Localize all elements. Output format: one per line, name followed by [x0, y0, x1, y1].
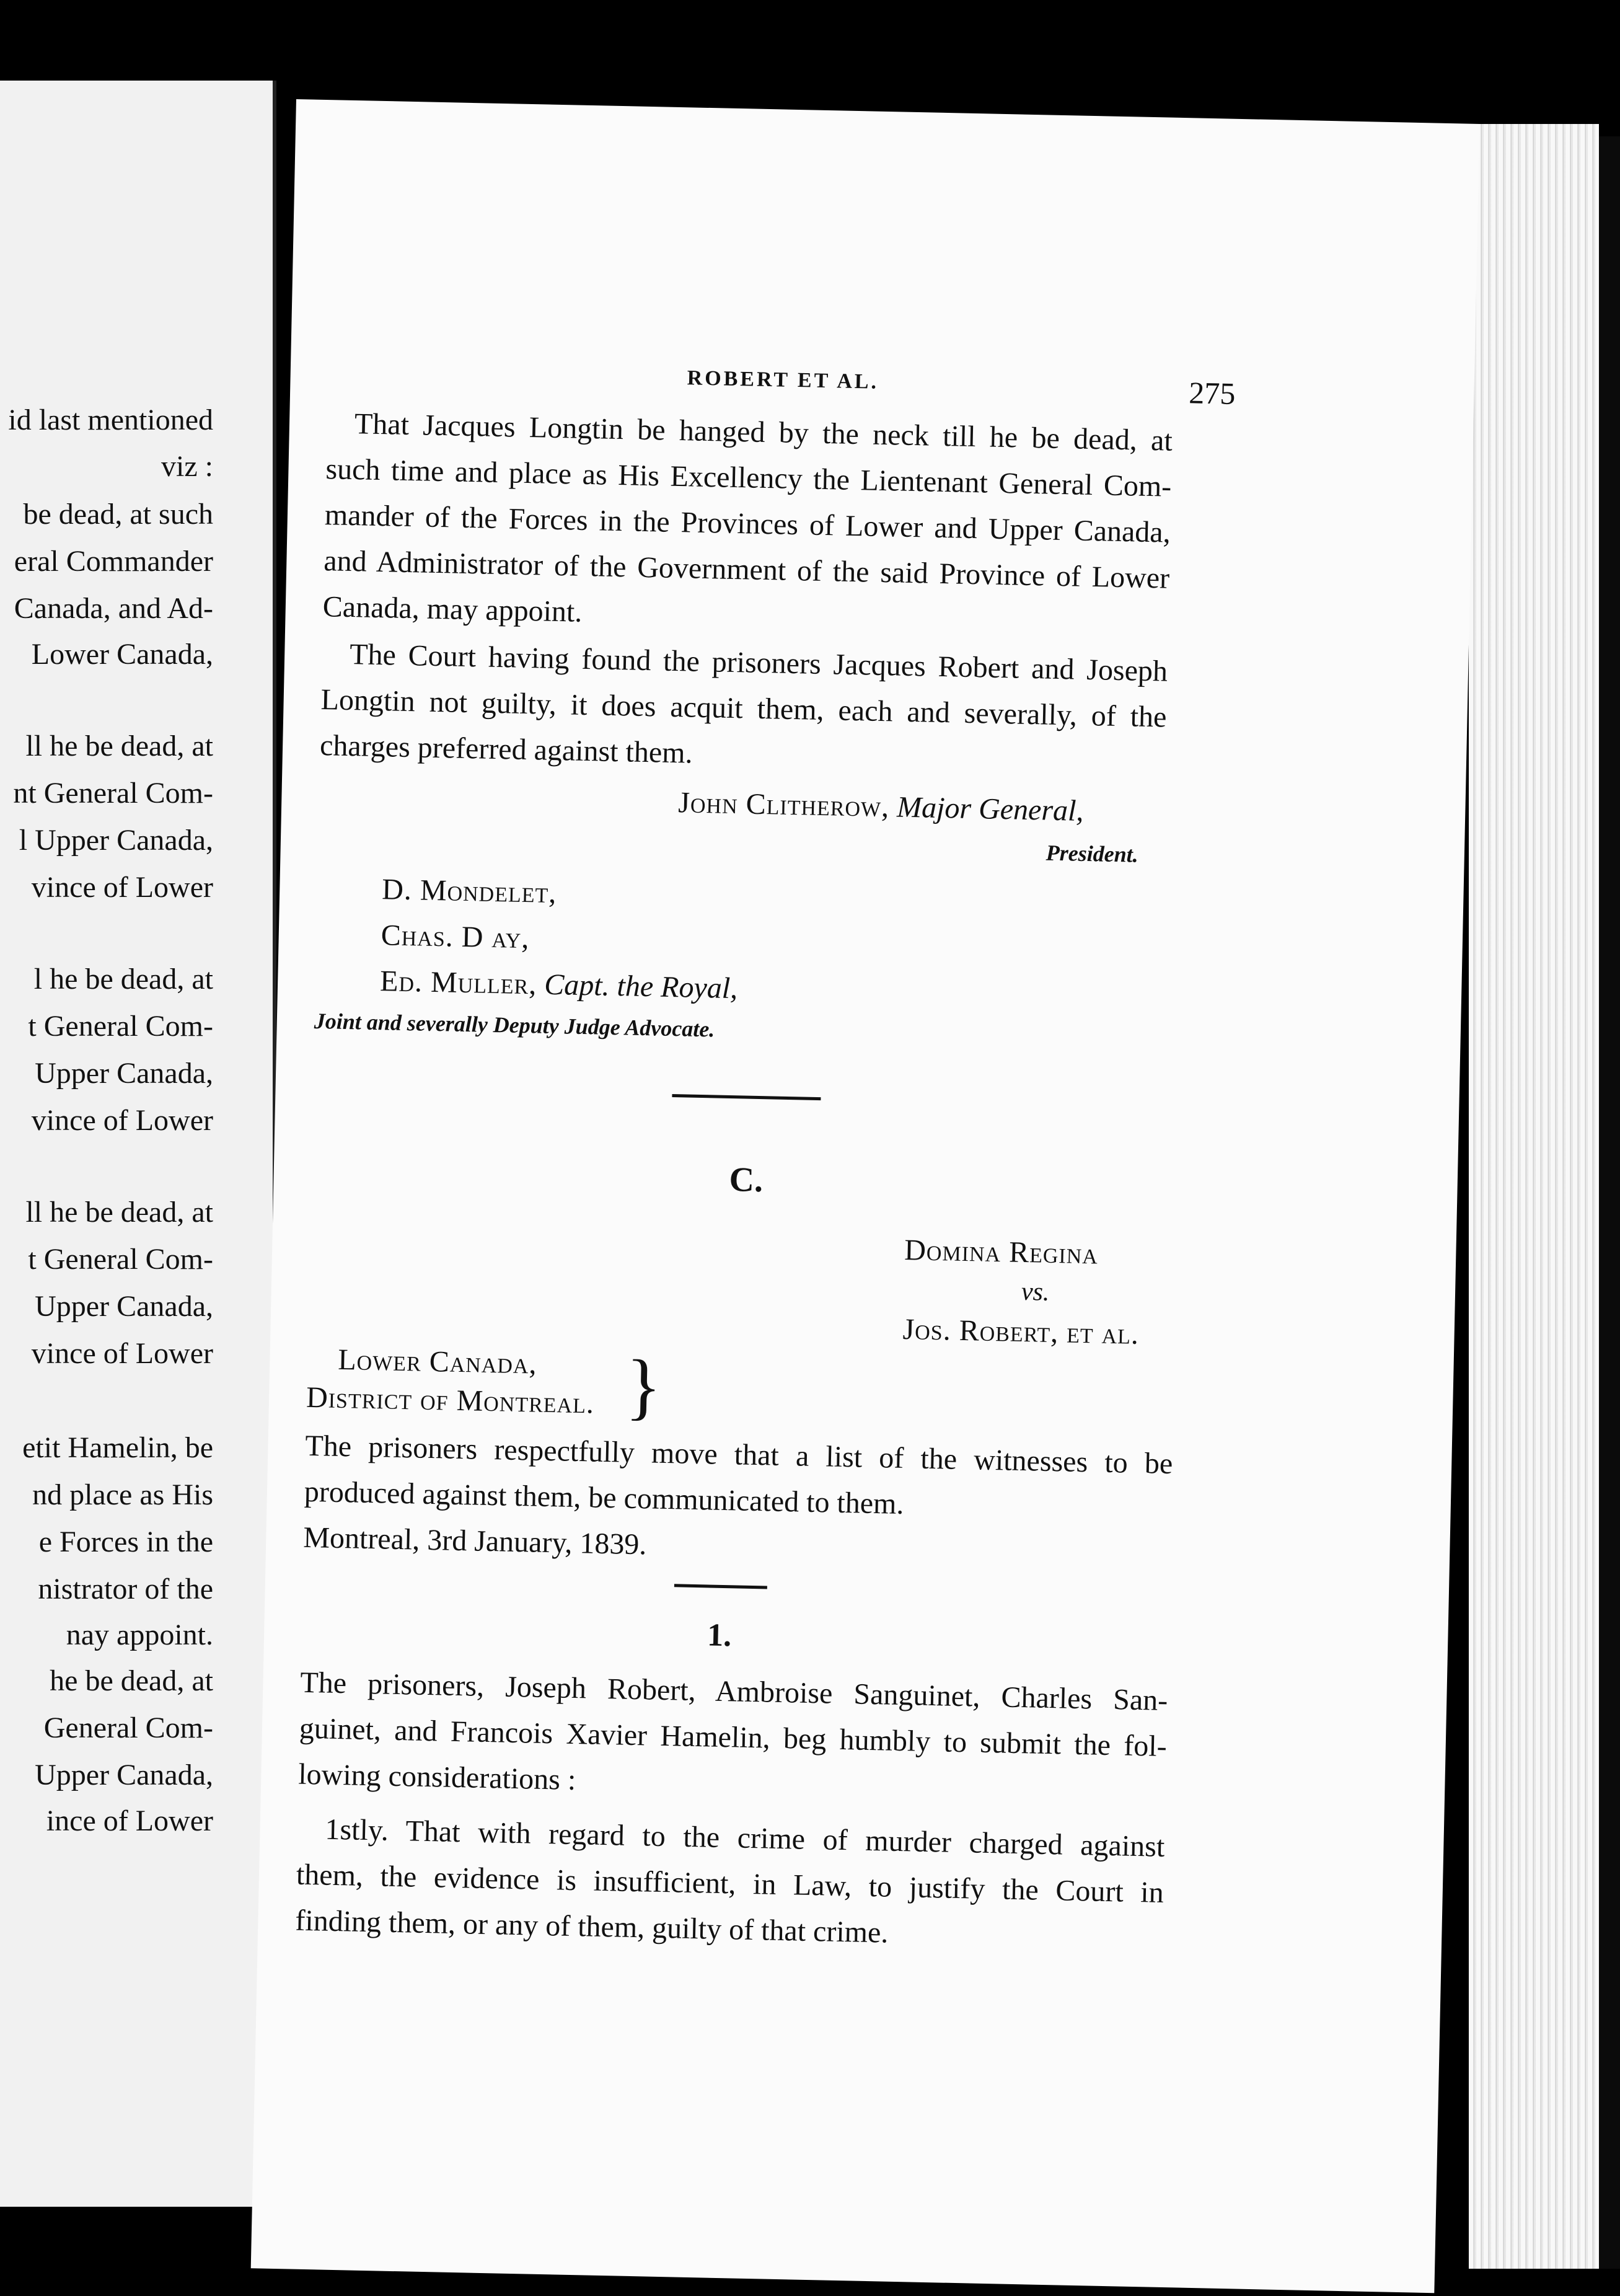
venue-brace: }: [625, 1344, 663, 1428]
paragraph-line: and Administrator of the Government of the said Province of Lower: [323, 544, 1170, 595]
paragraph-line: The prisoners, Joseph Robert, Ambroise Sanguinet, Charles San-: [299, 1666, 1168, 1718]
president-rank: Major General,: [896, 790, 1084, 828]
case-title-defendant: Jos. Robert, et al.: [902, 1312, 1140, 1351]
main-page: [251, 99, 1480, 2293]
muller-signature: [380, 966, 738, 1004]
advocate-line: Joint and severally Deputy Judge Advocate.: [314, 1008, 715, 1042]
section-letter: C.: [729, 1160, 764, 1200]
president-title: President.: [1046, 840, 1139, 867]
motion-line: produced against them, be communicated to them.: [304, 1475, 905, 1521]
venue-line: Lower Canada,: [337, 1343, 538, 1380]
left-line: he be dead, at: [50, 1664, 213, 1697]
left-line: nt General Com-: [13, 777, 213, 810]
left-line: viz :: [161, 450, 213, 483]
left-line: vince of Lower: [31, 1337, 213, 1370]
book-page-edges: [1469, 124, 1599, 2269]
left-line: Upper Canada,: [35, 1759, 213, 1791]
left-line: General Com-: [43, 1711, 213, 1744]
paragraph-line: 1stly. That with regard to the crime of murder charged against: [325, 1813, 1165, 1863]
case-versus: vs.: [1021, 1277, 1050, 1307]
left-facing-page: [0, 81, 276, 2207]
president-signature: [678, 788, 1084, 826]
paragraph-line: such time and place as His Excellency the Lientenant General Com-: [325, 453, 1172, 503]
paragraph-line: mander of the Forces in the Provinces of Lower and Upper Canada,: [324, 498, 1171, 549]
page-number: 275: [1188, 375, 1236, 411]
judge-signature: D. Mondelet,: [381, 873, 557, 910]
left-line: ince of Lower: [46, 1804, 213, 1837]
section-number: 1.: [707, 1617, 732, 1654]
left-line: be dead, at such: [23, 498, 213, 531]
muller-title: Capt. the Royal,: [544, 968, 738, 1005]
left-line: t General Com-: [28, 1010, 213, 1043]
left-line: Canada, and Ad-: [14, 592, 213, 625]
paragraph-line: The Court having found the prisoners Jacques Robert and Joseph: [349, 638, 1168, 688]
left-line: l he be dead, at: [33, 963, 213, 996]
section-divider: [674, 1584, 767, 1589]
left-line: Lower Canada,: [31, 638, 213, 671]
left-line: Upper Canada,: [35, 1290, 213, 1323]
left-line: nd place as His: [32, 1478, 213, 1511]
left-line: Upper Canada,: [35, 1057, 213, 1090]
left-line: id last mentioned: [8, 404, 213, 436]
book-edge-shadow: [1599, 136, 1620, 2269]
paragraph-line: Longtin not guilty, it does acquit them, each and severally, of the: [320, 683, 1167, 734]
left-line: etit Hamelin, be: [22, 1431, 213, 1464]
left-line: vince of Lower: [31, 871, 213, 904]
judge-signature: Chas. D ay,: [381, 919, 530, 955]
left-line: eral Commander: [14, 545, 213, 578]
paragraph-line: finding them, or any of them, guilty of that crime.: [294, 1904, 889, 1949]
paragraph-line: That Jacques Longtin be hanged by the neck till he be dead, at: [354, 407, 1173, 457]
left-line: e Forces in the: [38, 1526, 213, 1558]
paragraph-line: guinet, and Francois Xavier Hamelin, beg humbly to submit the fol-: [299, 1711, 1168, 1763]
running-head: ROBERT ET AL.: [687, 366, 879, 394]
motion-line: The prisoners respectfully move that a list of the witnesses to be: [304, 1429, 1173, 1481]
paragraph-line: charges preferred against them.: [319, 729, 693, 770]
paragraph-line: lowing considerations :: [297, 1757, 576, 1797]
left-line: ll he be dead, at: [25, 1196, 213, 1229]
case-title-plaintiff: Domina Regina: [904, 1233, 1099, 1271]
president-name: John Clitherow,: [677, 786, 890, 824]
section-divider: [672, 1094, 821, 1100]
left-line: vince of Lower: [31, 1104, 213, 1137]
paragraph-line: them, the evidence is insufficient, in Law, to justify the Court in: [296, 1858, 1164, 1909]
left-line: ll he be dead, at: [25, 730, 213, 762]
left-line: t General Com-: [28, 1243, 213, 1276]
judge-signature: Ed. Muller,: [379, 965, 537, 1001]
paragraph-line: Canada, may appoint.: [322, 590, 583, 629]
left-line: l Upper Canada,: [19, 824, 213, 857]
left-line: nistrator of the: [38, 1573, 213, 1605]
venue-line: District of Montreal.: [306, 1380, 595, 1420]
date-line: Montreal, 3rd January, 1839.: [302, 1521, 647, 1561]
left-line: nay appoint.: [66, 1618, 213, 1651]
